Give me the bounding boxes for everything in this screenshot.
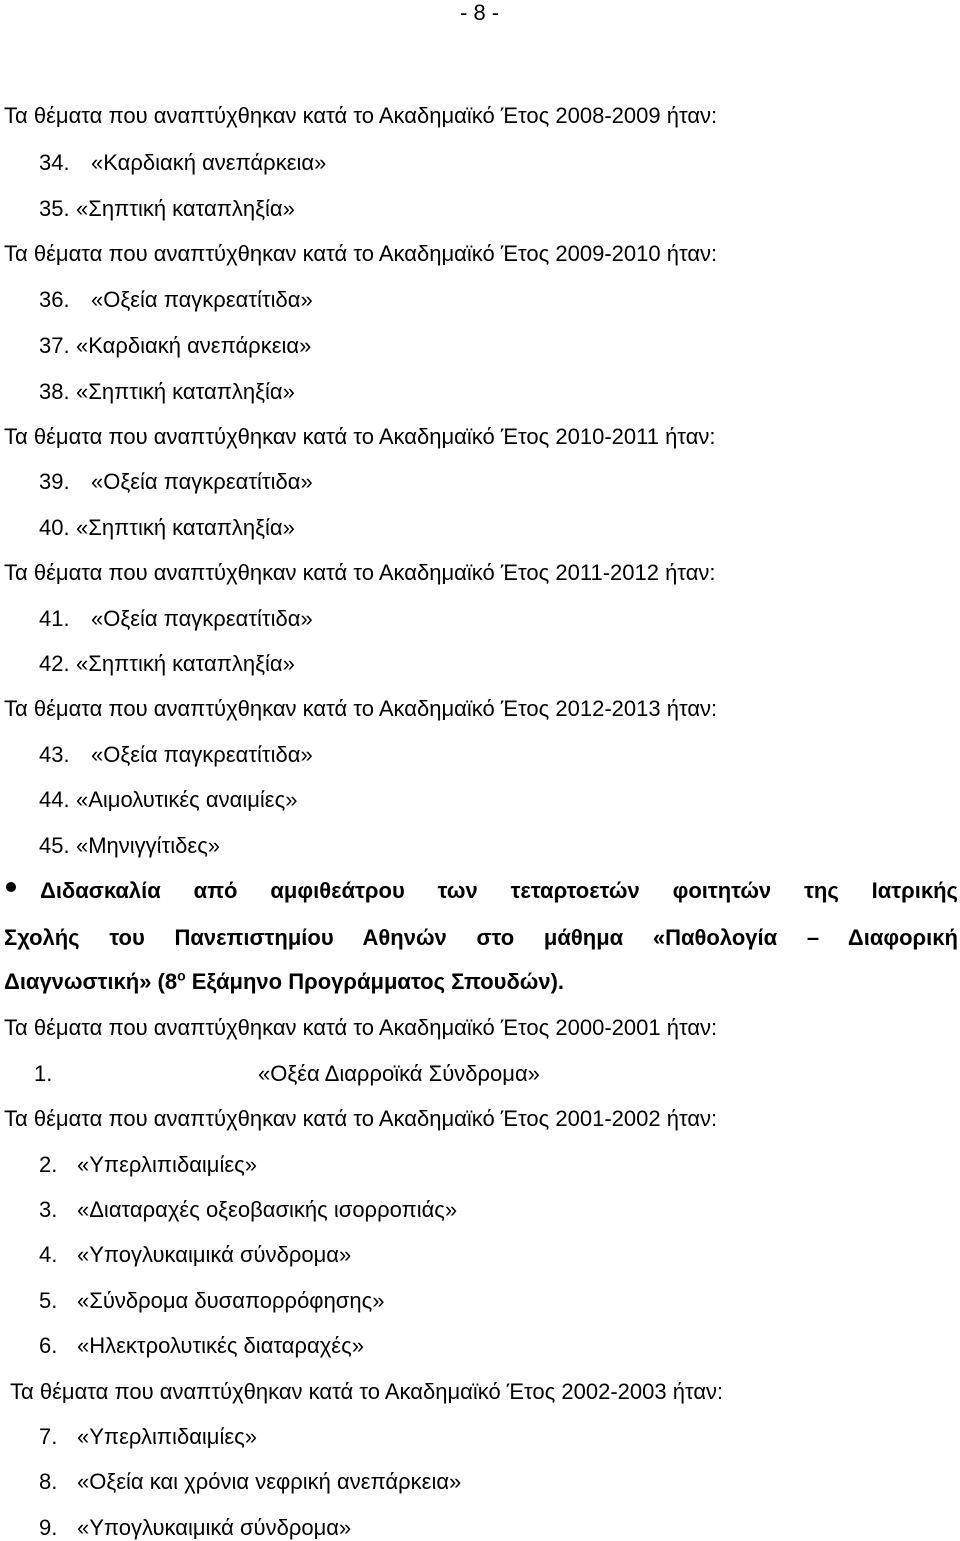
item-text: «Οξέα Διαρροϊκά Σύνδρομα» bbox=[258, 1061, 540, 1086]
item-number: 45. bbox=[39, 833, 70, 858]
list-item bbox=[39, 651, 295, 677]
year-heading: Τα θέματα που αναπτύχθηκαν κατά το Ακαδημαϊκό Έτος 2009-2010 ήταν: bbox=[4, 241, 718, 266]
item-number: 38. bbox=[39, 379, 70, 404]
year-heading: Τα θέματα που αναπτύχθηκαν κατά το Ακαδημαϊκό Έτος 2012-2013 ήταν: bbox=[4, 696, 718, 721]
list-item bbox=[39, 1515, 351, 1541]
item-text: «Υπογλυκαιμικά σύνδρομα» bbox=[77, 1242, 352, 1267]
list-item bbox=[39, 787, 297, 813]
item-text: «Υπερλιπιδαιμίες» bbox=[77, 1152, 258, 1177]
list-item bbox=[39, 333, 311, 359]
section-title-part-b: Εξάμηνο Προγράμματος Σπουδών). bbox=[185, 969, 565, 994]
item-text: «Οξεία παγκρεατίτιδα» bbox=[91, 606, 313, 631]
list-item bbox=[39, 150, 326, 176]
year-heading: Τα θέματα που αναπτύχθηκαν κατά το Ακαδημαϊκό Έτος 2002-2003 ήταν: bbox=[10, 1379, 724, 1404]
item-text: «Σύνδρομα δυσαπορρόφησης» bbox=[77, 1288, 385, 1313]
item-text: «Σηπτική καταπληξία» bbox=[76, 651, 295, 676]
list-item bbox=[39, 515, 295, 541]
item-number: 40. bbox=[39, 515, 70, 540]
item-number: 7. bbox=[39, 1424, 58, 1449]
page-number: - 8 - bbox=[460, 0, 500, 25]
list-item bbox=[39, 1469, 461, 1495]
item-text: «Οξεία και χρόνια νεφρική ανεπάρκεια» bbox=[77, 1469, 462, 1494]
item-number: 3. bbox=[39, 1197, 58, 1222]
section-title-line-3 bbox=[4, 969, 564, 995]
list-item bbox=[34, 1061, 540, 1087]
item-number: 37. bbox=[39, 333, 70, 358]
item-text: «Μηνιγγίτιδες» bbox=[76, 833, 221, 858]
item-number: 34. bbox=[39, 150, 70, 175]
item-number: 8. bbox=[39, 1469, 58, 1494]
item-text: «Ηλεκτρολυτικές διαταραχές» bbox=[77, 1333, 364, 1358]
item-number: 2. bbox=[39, 1152, 58, 1177]
year-heading: Τα θέματα που αναπτύχθηκαν κατά το Ακαδημαϊκό Έτος 2001-2002 ήταν: bbox=[4, 1106, 718, 1131]
item-text: «Καρδιακή ανεπάρκεια» bbox=[76, 333, 312, 358]
item-text: «Οξεία παγκρεατίτιδα» bbox=[91, 287, 313, 312]
section-title-superscript: ο bbox=[177, 967, 186, 984]
list-item bbox=[39, 1288, 384, 1314]
year-heading: Τα θέματα που αναπτύχθηκαν κατά το Ακαδημαϊκό Έτος 2010-2011 ήταν: bbox=[4, 424, 716, 449]
list-item bbox=[39, 606, 313, 632]
item-number: 35. bbox=[39, 196, 70, 221]
bullet-icon bbox=[6, 882, 16, 892]
item-text: «Σηπτική καταπληξία» bbox=[76, 196, 295, 221]
item-number: 41. bbox=[39, 606, 70, 631]
item-number: 36. bbox=[39, 287, 70, 312]
item-text: «Διαταραχές οξεοβασικής ισορροπιάς» bbox=[77, 1197, 458, 1222]
item-text: «Καρδιακή ανεπάρκεια» bbox=[91, 150, 327, 175]
list-item bbox=[39, 1242, 351, 1268]
item-text: «Σηπτική καταπληξία» bbox=[76, 515, 295, 540]
list-item bbox=[39, 1197, 457, 1223]
list-item bbox=[39, 379, 295, 405]
item-number: 1. bbox=[34, 1061, 53, 1086]
item-number: 4. bbox=[39, 1242, 58, 1267]
list-item bbox=[39, 196, 295, 222]
item-number: 39. bbox=[39, 469, 70, 494]
item-text: «Σηπτική καταπληξία» bbox=[76, 379, 295, 404]
list-item bbox=[39, 833, 220, 859]
list-item bbox=[39, 1424, 257, 1450]
item-number: 9. bbox=[39, 1515, 58, 1540]
list-item bbox=[39, 1152, 257, 1178]
year-heading: Τα θέματα που αναπτύχθηκαν κατά το Ακαδημαϊκό Έτος 2011-2012 ήταν: bbox=[4, 560, 716, 585]
item-number: 42. bbox=[39, 651, 70, 676]
section-title-part-a: Διαγνωστική» (8 bbox=[4, 969, 178, 994]
item-number: 43. bbox=[39, 742, 70, 767]
item-number: 5. bbox=[39, 1288, 58, 1313]
item-text: «Υπογλυκαιμικά σύνδρομα» bbox=[77, 1515, 352, 1540]
item-number: 44. bbox=[39, 787, 70, 812]
section-title-line-2: Σχολής του Πανεπιστημίου Αθηνών στο μάθημα «Παθολογία – Διαφορική bbox=[4, 925, 958, 950]
year-heading: Τα θέματα που αναπτύχθηκαν κατά το Ακαδημαϊκό Έτος 2008-2009 ήταν: bbox=[4, 103, 718, 128]
list-item bbox=[39, 1333, 364, 1359]
list-item bbox=[39, 469, 313, 495]
list-item bbox=[39, 742, 313, 768]
item-number: 6. bbox=[39, 1333, 58, 1358]
item-text: «Αιμολυτικές αναιμίες» bbox=[76, 787, 298, 812]
list-item bbox=[39, 287, 313, 313]
item-text: «Οξεία παγκρεατίτιδα» bbox=[91, 742, 313, 767]
item-text: «Οξεία παγκρεατίτιδα» bbox=[91, 469, 313, 494]
section-title-line-1: Διδασκαλία από αμφιθεάτρου των τεταρτοετών φοιτητών της Ιατρικής bbox=[40, 878, 958, 903]
year-heading: Τα θέματα που αναπτύχθηκαν κατά το Ακαδημαϊκό Έτος 2000-2001 ήταν: bbox=[4, 1015, 718, 1040]
item-text: «Υπερλιπιδαιμίες» bbox=[77, 1424, 258, 1449]
